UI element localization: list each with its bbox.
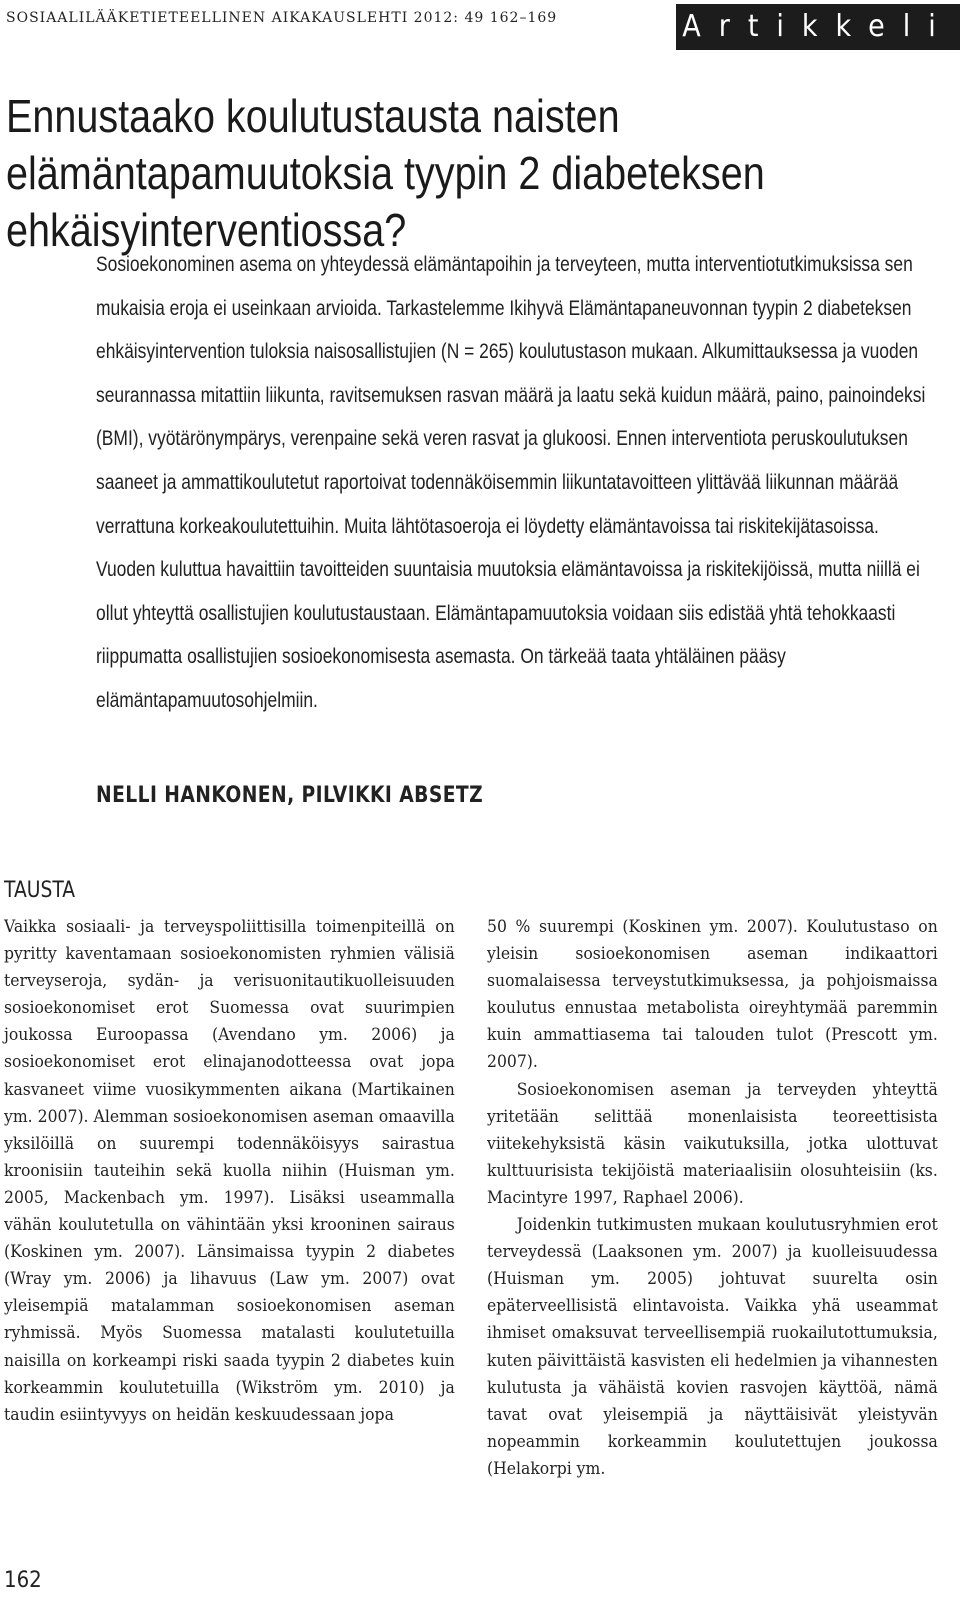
paragraph: Vaikka sosiaali- ja terveyspoliittisilla toimenpiteillä on pyritty kaventamaan sosioekonomisten ryhmien välisiä terveyseroja, sydän- ja verisuonitautikuolleisuuden sosioekonomiset erot Suomessa ovat suurimpien joukossa Euroopassa (Avendano ym. 2006) ja sosioekonomiset erot elinajanodotteessa ovat jopa kasvaneet viime vuosikymmenten aikana (Martikainen ym. 2007). Alemman sosioekonomisen aseman omaavilla yksilöillä on suurempi todennäköisyys sairastua kroonisiin tauteihin sekä kuolla niihin (Huisman ym. 2005, Mackenbach ym. 1997). Lisäksi useammalla vähän koulutetulla on vähintään yksi krooninen sairaus (Koskinen ym. 2007). Länsimaissa tyypin 2 diabetes (Wray ym. 2006) ja lihavuus (Law ym. 2007) ovat yleisempiä matalamman sosioekonomisen aseman ryhmissä. Myös Suomessa matalasti koulutetuilla naisilla on korkeampi riski saada tyypin 2 diabetes kuin korkeammin koulutetuilla (Wikström ym. 2010) ja taudin esiintyvyys on heidän keskuudessaan jopa	[4, 917, 455, 1425]
right-column	[487, 914, 938, 1483]
paragraph: 50 % suurempi (Koskinen ym. 2007). Koulutustaso on yleisin sosioekonomisen aseman indikaattori suomalaisessa terveystutkimuksessa, ja pohjoismaissa koulutus ennustaa metabolista oireyhtymää paremmin kuin ammattiasema tai talouden tulot (Prescott ym. 2007).	[487, 917, 938, 1073]
abstract: Sosioekonominen asema on yhteydessä elämäntapoihin ja terveyteen, mutta interventiotutkimuksissa sen mukaisia eroja ei useinkaan arvioida. Tarkastelemme Ikihyvä Elämäntapaneuvonnan tyypin 2 diabeteksen ehkäisyintervention tuloksia naisosallistujien (N = 265) koulutustason mukaan. Alkumittauksessa ja vuoden seurannassa mitattiin liikunta, ravitsemuksen rasvan määrä ja laatu sekä kuidun määrä, paino, painoindeksi (BMI), vyötärönympärys, verenpaine sekä veren rasvat ja glukoosi. Ennen interventiota peruskoulutuksen saaneet ja ammattikoulutetut raportoivat todennäköisemmin liikuntatavoitteen ylittävää liikunnan määrää verrattuna korkeakoulutettuihin. Muita lähtötasoeroja ei löydetty elämäntavoissa tai riskitekijätasoissa. Vuoden kuluttua havaittiin tavoitteiden suuntaisia muutoksia elämäntavoissa ja riskitekijöissä, mutta niillä ei ollut yhteyttä osallistujien koulutustaustaan. Elämäntapamuutoksia voidaan siis edistää yhtä tehokkaasti riippumatta osallistujien sosioekonomisesta asemasta. On tärkeää taata yhtäläinen pääsy elämäntapamuutosohjelmiin.	[96, 253, 926, 712]
paragraph: Joidenkin tutkimusten mukaan koulutusryhmien erot terveydessä (Laaksonen ym. 2007) ja kuolleisuudessa (Huisman ym. 2005) johtuvat suurelta osin epäterveellisistä elintavoista. Vaikka yhä useammat ihmiset omaksuvat terveellisempiä ruokailutottumuksia, kuten päivittäistä kasvisten eli hedelmien ja vihannesten kulutusta ja vähäistä kovien rasvojen käyttöä, nämä tavat ovat yleisempiä ja näyttäisivät yleistyvän nopeammin korkeammin koulutettujen joukossa (Helakorpi ym.	[487, 1215, 938, 1479]
page-number: 162	[4, 1568, 42, 1593]
paragraph: Sosioekonomisen aseman ja terveyden yhteyttä yritetään selittää monenlaisista teoreettisista viitekehyksistä käsin vaikutuksilla, jotka ulottuvat kulttuurisista tekijöistä materiaalisiin olosuhteisiin (ks. Macintyre 1997, Raphael 2006).	[487, 1079, 938, 1208]
authors: NELLI HANKONEN, PILVIKKI ABSETZ	[96, 783, 484, 808]
article-title: Ennustaako koulutustausta naisten elämäntapamuutoksia tyypin 2 diabeteksen ehkäisyinterventiossa?	[6, 90, 765, 256]
section-label: Artikkeli	[676, 4, 960, 50]
section-heading: TAUSTA	[4, 878, 76, 903]
left-column	[4, 914, 455, 1429]
running-head: SOSIAALILÄÄKETIETEELLINEN AIKAKAUSLEHTI 2012: 49 162–169	[6, 10, 558, 26]
